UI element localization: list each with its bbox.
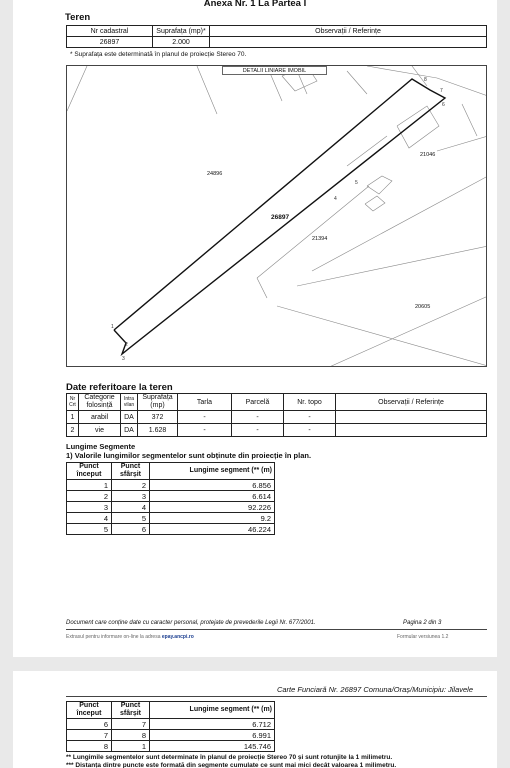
cell-end: 5: [112, 513, 150, 524]
cell-end: 7: [112, 719, 150, 730]
cell-observatii: [336, 411, 487, 424]
header-tarla: Tarla: [178, 394, 232, 411]
footer-online-note: [66, 634, 194, 640]
lungime-title: Lungime Segmente: [66, 442, 136, 451]
cell-length: 9.2: [150, 513, 275, 524]
cell-end: 6: [112, 524, 150, 535]
cell-start: 4: [67, 513, 112, 524]
table-header-row: [67, 463, 275, 480]
table-header-row: [67, 26, 487, 37]
cell-tarla: -: [178, 411, 232, 424]
segment-table-1: [66, 462, 275, 535]
cell-length: 6.712: [150, 719, 275, 730]
cell-start: 6: [67, 719, 112, 730]
section-teren-title: Teren: [65, 12, 91, 23]
header-suprafata: Suprafața (mp): [138, 394, 178, 411]
point-label-3: 3: [122, 356, 125, 362]
header-suprafata: Suprafața (mp)*: [153, 26, 210, 37]
cell-end: 4: [112, 502, 150, 513]
cell-end: 8: [112, 730, 150, 741]
page2-header: Carte Funciară Nr. 26897 Comuna/Oraș/Municipiu: Jilavele: [276, 685, 473, 694]
cell-length: 6.856: [150, 480, 275, 491]
table-row: [67, 491, 275, 502]
cell-suprafata: 2.000: [153, 37, 210, 48]
cell-start: 8: [67, 741, 112, 752]
cell-categorie: vie: [79, 424, 121, 437]
table-row: [67, 502, 275, 513]
header-nr-topo: Nr. topo: [284, 394, 336, 411]
cell-end: 1: [112, 741, 150, 752]
footer-form-version: Formular versiunea 1.2: [397, 634, 449, 640]
table-row: [67, 411, 487, 424]
table-row: [67, 730, 275, 741]
header-nr-cadastral: Nr cadastral: [67, 26, 153, 37]
cell-length: 6.614: [150, 491, 275, 502]
footer-page-number: Pagina 2 din 3: [403, 620, 442, 626]
header-observatii: Observații / Referințe: [210, 26, 487, 37]
cell-suprafata: 1.628: [138, 424, 178, 437]
cell-start: 5: [67, 524, 112, 535]
table-row: [67, 480, 275, 491]
cell-start: 7: [67, 730, 112, 741]
header-punct-inceput: Punct început: [67, 463, 112, 480]
header-parcela: Parcelă: [232, 394, 284, 411]
footer-online-prefix: Extrasul pentru informare on-line la adresa: [66, 634, 161, 640]
header-nr-crt: Nr Crt: [67, 394, 79, 411]
header-intravilan: Intra vilan: [121, 394, 138, 411]
parcel-label-21046: 21046: [420, 152, 436, 158]
header-punct-sfarsit: Punct sfârșit: [112, 702, 150, 719]
cell-tarla: -: [178, 424, 232, 437]
segment-table-2: [66, 701, 275, 752]
cell-nr: 2: [67, 424, 79, 437]
cell-intravilan: DA: [121, 411, 138, 424]
point-label-5: 5: [355, 180, 358, 186]
cell-nr-topo: -: [284, 411, 336, 424]
cell-categorie: arabil: [79, 411, 121, 424]
cell-parcela: -: [232, 424, 284, 437]
cell-end: 3: [112, 491, 150, 502]
point-label-6: 6: [442, 102, 445, 108]
page2-header-divider: [66, 696, 487, 697]
cell-length: 145.746: [150, 741, 275, 752]
header-punct-sfarsit: Punct sfârșit: [112, 463, 150, 480]
table-row: [67, 37, 487, 48]
point-label-4: 4: [334, 196, 337, 202]
map-title: DETALII LINIARE IMOBIL: [222, 66, 327, 75]
point-label-7: 7: [440, 88, 443, 94]
table-row: [67, 513, 275, 524]
cell-length: 6.991: [150, 730, 275, 741]
teren-table: [66, 25, 487, 48]
cell-length: 46.224: [150, 524, 275, 535]
parcel-label-20605: 20605: [415, 304, 431, 310]
cell-parcela: -: [232, 411, 284, 424]
parcel-label-main: 26897: [271, 214, 290, 221]
cell-length: 92.226: [150, 502, 275, 513]
cell-end: 2: [112, 480, 150, 491]
table-row: [67, 424, 487, 437]
footer-privacy-note: Document care conține date cu caracter personal, protejate de prevederile Legii Nr. 677/2001.: [66, 620, 316, 626]
page2-note-1: ** Lungimile segmentelor sunt determinate în planul de proiecție Stereo 70 și sunt rotunjite la 1 milimetru.: [66, 754, 393, 761]
teren-note: * Suprafața este determinată în planul de proiecție Stereo 70.: [70, 51, 247, 58]
header-lungime: Lungime segment (** (m): [150, 702, 275, 719]
cell-start: 3: [67, 502, 112, 513]
lungime-subtitle: 1) Valorile lungimilor segmentelor sunt obținute din proiecție în plan.: [66, 451, 312, 460]
header-punct-inceput: Punct început: [67, 702, 112, 719]
point-label-2: 2: [125, 342, 128, 348]
table-row: [67, 741, 275, 752]
table-row: [67, 524, 275, 535]
point-label-8: 8: [424, 77, 427, 83]
header-lungime: Lungime segment (** (m): [150, 463, 275, 480]
cell-intravilan: DA: [121, 424, 138, 437]
cell-start: 2: [67, 491, 112, 502]
cell-observatii: [336, 424, 487, 437]
document-page-1: [13, 0, 497, 657]
section-date-title: Date referitoare la teren: [66, 382, 173, 393]
parcel-label-24896: 24896: [207, 171, 223, 177]
document-page-2: [13, 671, 497, 768]
footer-link[interactable]: epay.ancpi.ro: [161, 634, 194, 640]
cell-observatii: [210, 37, 487, 48]
header-observatii: Observații / Referințe: [336, 394, 487, 411]
table-header-row: [67, 702, 275, 719]
page2-note-2: *** Distanța dintre puncte este formată din segmente cumulate ce sunt mai mici decât valoarea 1 milimetru.: [66, 762, 397, 768]
cell-start: 1: [67, 480, 112, 491]
cell-suprafata: 372: [138, 411, 178, 424]
cell-nr: 1: [67, 411, 79, 424]
annex-title: Anexa Nr. 1 La Partea I: [203, 0, 307, 9]
header-categorie: Categorie folosință: [79, 394, 121, 411]
table-header-row: [67, 394, 487, 411]
parcel-map: [66, 65, 487, 367]
cell-nr-cadastral: 26897: [67, 37, 153, 48]
parcel-label-21394: 21394: [312, 236, 328, 242]
cell-nr-topo: -: [284, 424, 336, 437]
table-row: [67, 719, 275, 730]
date-table: [66, 393, 487, 437]
point-label-1: 1: [111, 324, 114, 330]
footer-divider: [66, 629, 487, 630]
